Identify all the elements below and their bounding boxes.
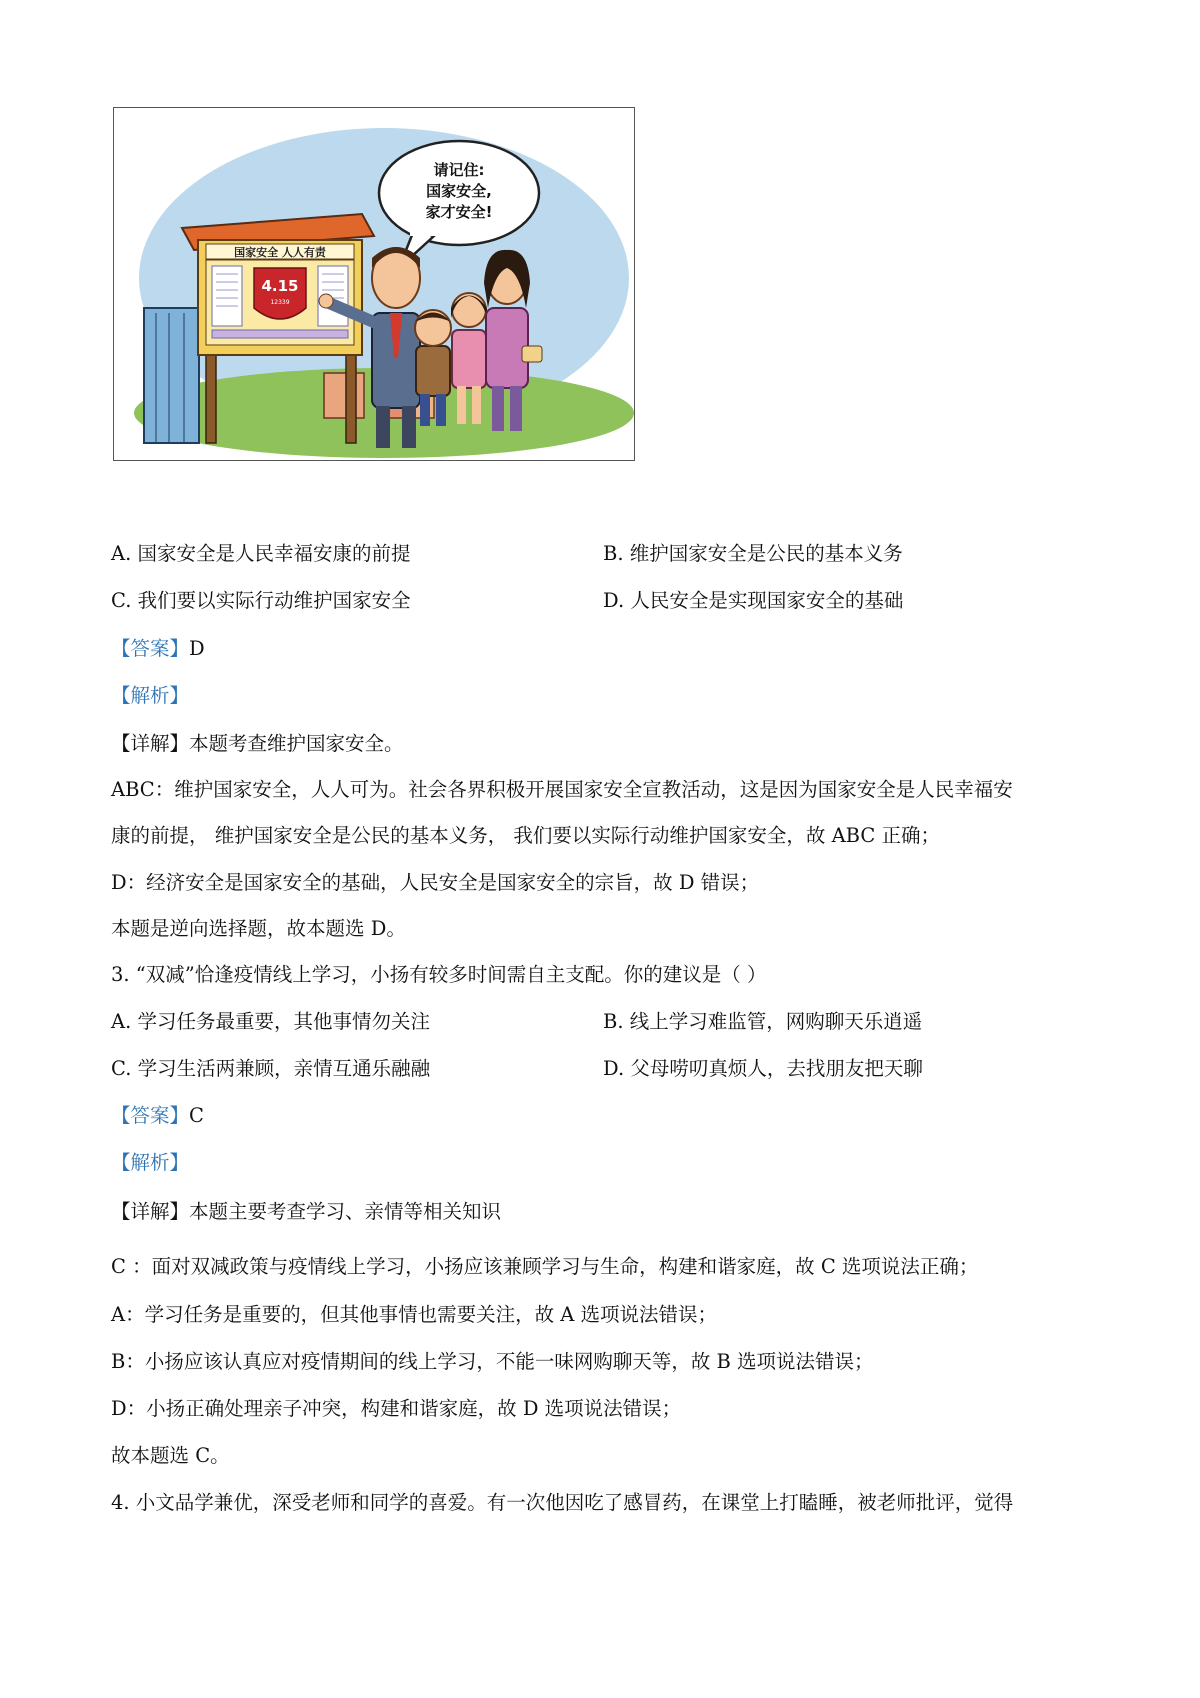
q2-explanation-line-1: ABC：维护国家安全，人人可为。社会各界积极开展国家安全宣教活动，这是因为国家安全是人民幸福安 <box>111 778 1013 801</box>
q3-explanation-line-4: D：小扬正确处理亲子冲突，构建和谐家庭，故 D 选项说法错误； <box>111 1397 682 1420</box>
q2-option-c: C. 我们要以实际行动维护国家安全 <box>111 589 411 612</box>
q3-option-d: D. 父母唠叨真烦人，去找朋友把天聊 <box>603 1057 923 1080</box>
q2-option-d: D. 人民安全是实现国家安全的基础 <box>603 589 904 612</box>
badge-small-text: 12339 <box>270 299 290 306</box>
answer-tag: 【答案】 <box>111 1104 190 1127</box>
q2-option-a: A. 国家安全是人民幸福安康的前提 <box>111 542 411 565</box>
q3-explanation-line-2: A：学习任务是重要的，但其他事情也需要关注，故 A 选项说法错误； <box>111 1303 718 1326</box>
q2-answer <box>111 636 205 662</box>
q2-explanation-line-2: 康的前提， 维护国家安全是公民的基本义务， 我们要以实际行动维护国家安全，故 ABC 正确； <box>111 824 940 847</box>
q2-analysis-tag: 【解析】 <box>111 684 190 707</box>
q3-detail <box>111 1199 501 1225</box>
q3-stem: 3. “双减”恰逢疫情线上学习，小扬有较多时间需自主支配。你的建议是（ ） <box>111 963 767 986</box>
q3-option-c: C. 学习生活两兼顾，亲情互通乐融融 <box>111 1057 431 1080</box>
answer-value: C <box>189 1104 204 1127</box>
skyscraper <box>144 308 199 443</box>
q2-option-b: B. 维护国家安全是公民的基本义务 <box>603 542 903 565</box>
detail-tag: 【详解】 <box>111 732 190 755</box>
answer-value: D <box>189 637 205 660</box>
cartoon-scene <box>114 108 635 461</box>
detail-tag: 【详解】 <box>111 1200 190 1223</box>
q4-stem: 4. 小文品学兼优，深受老师和同学的喜爱。有一次他因吃了感冒药，在课堂上打瞌睡，被老师批评，觉得 <box>111 1491 1014 1514</box>
q2-explanation-line-4: 本题是逆向选择题，故本题选 D。 <box>111 917 406 940</box>
detail-text: 本题主要考查学习、亲情等相关知识 <box>189 1200 502 1223</box>
speech-line-1: 请记住: <box>433 161 485 179</box>
answer-tag: 【答案】 <box>111 637 190 660</box>
speech-line-2: 国家安全, <box>426 182 492 200</box>
q3-option-a: A. 学习任务最重要，其他事情勿关注 <box>111 1010 430 1033</box>
badge-number: 4.15 <box>261 277 299 295</box>
q3-explanation-line-3: B：小扬应该认真应对疫情期间的线上学习，不能一味网购聊天等，故 B 选项说法错误； <box>111 1350 874 1373</box>
q3-answer <box>111 1103 204 1129</box>
billboard-title: 国家安全 人人有责 <box>234 246 326 259</box>
detail-text: 本题考查维护国家安全。 <box>189 732 404 755</box>
speech-line-3: 家才安全! <box>425 203 493 221</box>
cartoon-illustration <box>113 107 635 461</box>
q2-explanation-line-3: D：经济安全是国家安全的基础，人民安全是国家安全的宗旨，故 D 错误； <box>111 871 760 894</box>
q3-explanation-line-5: 故本题选 C。 <box>111 1444 230 1467</box>
q2-detail <box>111 731 404 757</box>
q3-analysis-tag: 【解析】 <box>111 1151 190 1174</box>
q3-option-b: B. 线上学习难监管，网购聊天乐逍遥 <box>603 1010 923 1033</box>
q3-explanation-line-1: C ：面对双减政策与疫情线上学习，小扬应该兼顾学习与生命，构建和谐家庭，故 C 选项说法正确； <box>111 1255 979 1278</box>
